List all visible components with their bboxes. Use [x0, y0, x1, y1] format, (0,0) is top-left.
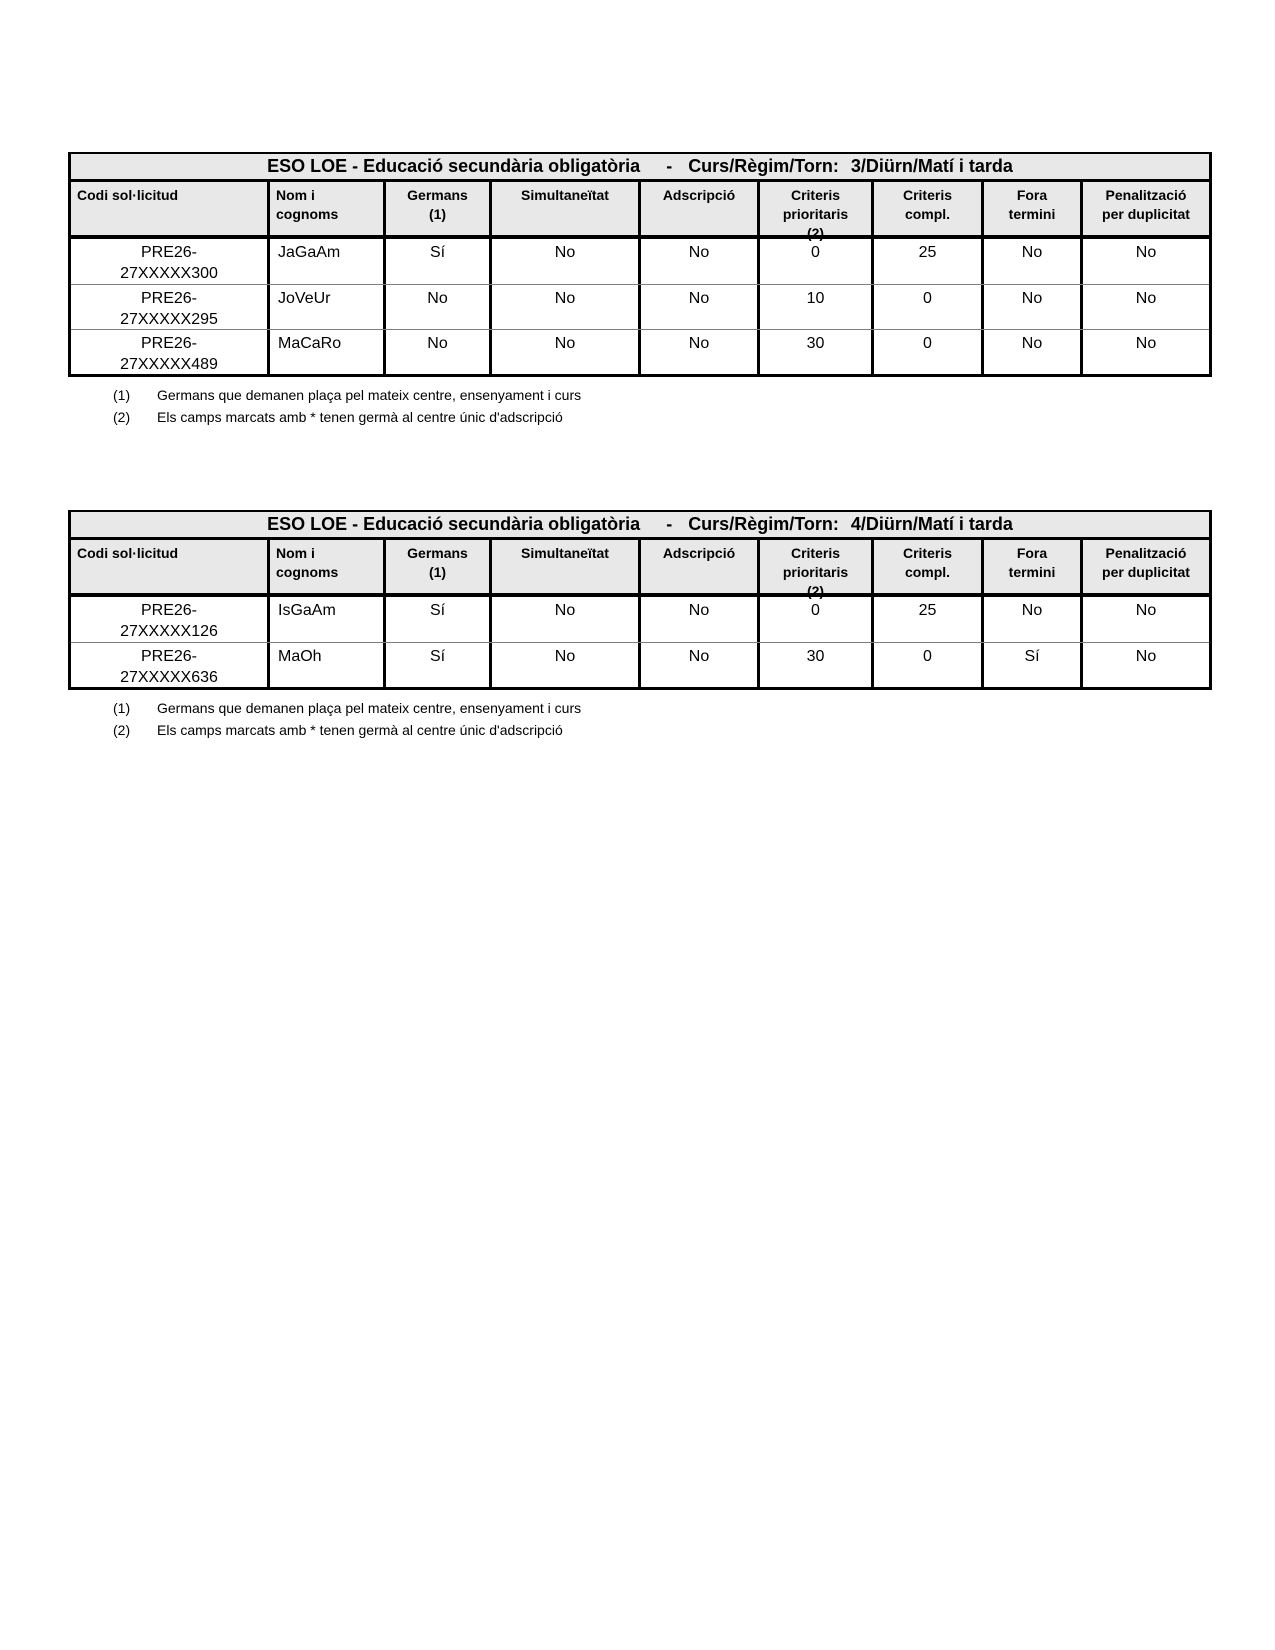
- table-cell: JaGaAm: [270, 239, 386, 284]
- title-label: Curs/Règim/Torn:: [688, 514, 839, 534]
- footnote-marker: (2): [113, 722, 131, 738]
- table-body: [71, 597, 1209, 687]
- table-cell: MaCaRo: [270, 330, 386, 374]
- table-cell: No: [492, 643, 641, 687]
- table-cell: 30: [760, 330, 874, 374]
- header-cell: Germans (1): [386, 182, 492, 235]
- footnote-marker: (1): [113, 387, 131, 403]
- table-cell: No: [641, 330, 760, 374]
- header-cell: Penalització per duplicitat: [1102, 545, 1190, 580]
- table-cell: Sí: [386, 643, 492, 687]
- table-cell: 0: [874, 285, 984, 329]
- footnotes: [68, 697, 1212, 741]
- title-label: Curs/Règim/Torn:: [688, 156, 839, 176]
- header-cell: Nom i cognoms: [270, 540, 386, 593]
- footnote: [113, 719, 1212, 741]
- title-separator: -: [666, 514, 673, 534]
- admissions-table-section-eso3: [68, 152, 1212, 428]
- table-cell: No: [1135, 335, 1157, 352]
- table-title-bar: [71, 512, 1209, 540]
- header-cell: Fora termini: [984, 182, 1083, 235]
- footnote-text: Germans que demanen plaça pel mateix centre, ensenyament i curs: [157, 387, 582, 403]
- header-cell: Simultaneïtat: [492, 182, 641, 235]
- header-cell: Adscripció: [641, 540, 760, 593]
- footnote-text: Germans que demanen plaça pel mateix centre, ensenyament i curs: [157, 700, 582, 716]
- table-header-row: [71, 540, 1209, 597]
- admissions-table: [68, 510, 1212, 690]
- table-cell: 0: [760, 597, 874, 642]
- admissions-table: [68, 152, 1212, 377]
- table-cell: No: [984, 597, 1083, 642]
- table-cell: PRE26- 27XXXXX295: [71, 285, 270, 329]
- header-cell: Criteris compl.: [874, 182, 984, 235]
- table-cell: 0: [874, 643, 984, 687]
- header-cell: Nom i cognoms: [270, 182, 386, 235]
- table-cell: No: [492, 285, 641, 329]
- header-cell: Penalització per duplicitat: [1102, 187, 1190, 222]
- header-cell: Simultaneïtat: [492, 540, 641, 593]
- footnotes: [68, 384, 1212, 428]
- table-cell: Sí: [386, 597, 492, 642]
- footnote-marker: (1): [113, 700, 131, 716]
- table-cell: No: [492, 330, 641, 374]
- table-cell: No: [641, 597, 760, 642]
- footnote-text: Els camps marcats amb * tenen germà al centre únic d'adscripció: [157, 409, 563, 425]
- table-row: [71, 329, 1209, 374]
- header-cell: Adscripció: [641, 182, 760, 235]
- table-cell: 25: [874, 597, 984, 642]
- title-separator: -: [666, 156, 673, 176]
- header-cell: Germans (1): [386, 540, 492, 593]
- table-header-row: [71, 182, 1209, 239]
- table-cell: No: [1135, 602, 1157, 619]
- table-row: [71, 642, 1209, 687]
- table-cell: No: [641, 239, 760, 284]
- table-row: [71, 284, 1209, 329]
- table-cell: 10: [760, 285, 874, 329]
- table-cell: PRE26- 27XXXXX300: [71, 239, 270, 284]
- table-cell: PRE26- 27XXXXX636: [71, 643, 270, 687]
- title-program: ESO LOE - Educació secundària obligatòria: [267, 514, 641, 534]
- header-cell: Criteris prioritaris (2): [760, 182, 874, 235]
- table-cell: PRE26- 27XXXXX489: [71, 330, 270, 374]
- header-cell: Codi sol·licitud: [71, 182, 270, 235]
- table-cell: No: [641, 285, 760, 329]
- title-program: ESO LOE - Educació secundària obligatòria: [267, 156, 641, 176]
- header-cell: Codi sol·licitud: [71, 540, 270, 593]
- table-cell: No: [984, 330, 1083, 374]
- table-row: [71, 597, 1209, 642]
- table-cell: No: [492, 597, 641, 642]
- table-cell: No: [641, 643, 760, 687]
- table-cell: 25: [874, 239, 984, 284]
- table-cell: PRE26- 27XXXXX126: [71, 597, 270, 642]
- table-row: [71, 239, 1209, 284]
- table-cell: No: [386, 330, 492, 374]
- header-cell: Criteris compl.: [874, 540, 984, 593]
- table-cell: MaOh: [270, 643, 386, 687]
- table-cell: Sí: [984, 643, 1083, 687]
- table-title-bar: [71, 154, 1209, 182]
- title-value: 3/Diürn/Matí i tarda: [850, 156, 1013, 176]
- footnote: [113, 384, 1212, 406]
- table-cell: No: [386, 285, 492, 329]
- title-value: 4/Diürn/Matí i tarda: [850, 514, 1013, 534]
- table-cell: No: [492, 239, 641, 284]
- admissions-table-section-eso4: [68, 510, 1212, 741]
- table-cell: IsGaAm: [270, 597, 386, 642]
- table-cell: 30: [760, 643, 874, 687]
- table-cell: No: [984, 239, 1083, 284]
- footnote-marker: (2): [113, 409, 131, 425]
- table-cell: No: [1135, 244, 1157, 261]
- table-cell: No: [1135, 648, 1157, 665]
- table-body: [71, 239, 1209, 374]
- table-cell: No: [1135, 290, 1157, 307]
- footnote: [113, 697, 1212, 719]
- table-cell: No: [984, 285, 1083, 329]
- footnote-text: Els camps marcats amb * tenen germà al centre únic d'adscripció: [157, 722, 563, 738]
- table-cell: Sí: [386, 239, 492, 284]
- header-cell: Fora termini: [984, 540, 1083, 593]
- table-cell: JoVeUr: [270, 285, 386, 329]
- table-cell: 0: [760, 239, 874, 284]
- table-cell: 0: [874, 330, 984, 374]
- footnote: [113, 406, 1212, 428]
- header-cell: Criteris prioritaris (2): [760, 540, 874, 593]
